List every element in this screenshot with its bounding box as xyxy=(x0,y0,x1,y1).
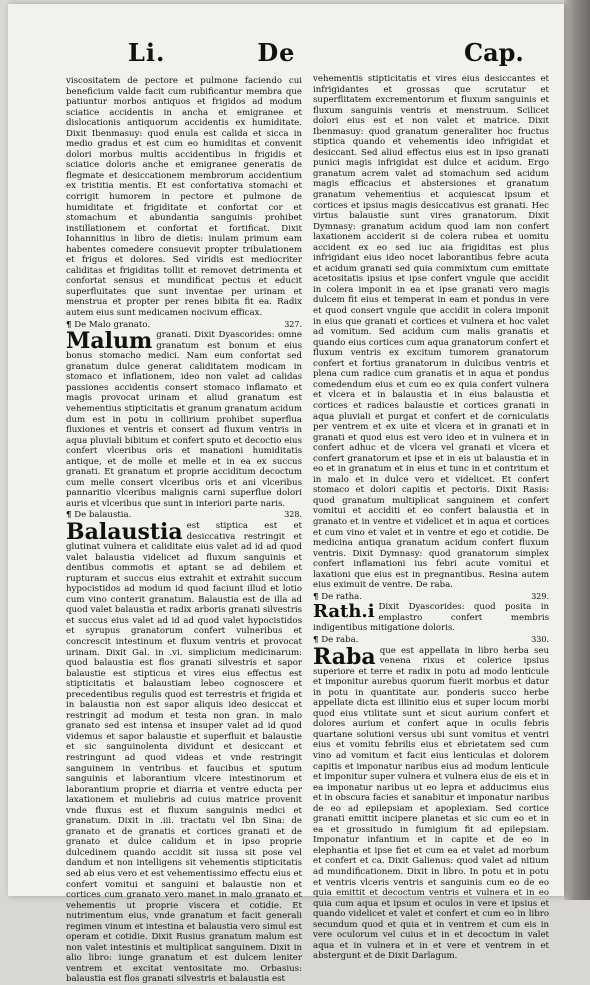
pilcrow-icon: ¶ xyxy=(66,319,72,330)
header-cap: Cap. xyxy=(464,38,524,67)
right-paragraph-2 xyxy=(313,602,549,634)
pilcrow-icon: ¶ xyxy=(66,510,72,521)
running-header xyxy=(8,38,564,72)
paragraph-text: que est appellata in libro herba seu venena rixus et colerice ipsius superiore et terre et radix in potu ad modo lenticule et imponitur aurebus quorum fuerit morbus et datur in potu in quantitate aur. ponderis succo herbe appellate dicta est illinitio eius et super locum morbi quod eius vtilitate sunt et sicut aurium confert et dolores aurium et confert aque in oculis febris quartane solutioni versus ubi sunt vomitus et ventri eius et vomitu febrilis eius et ebrietatem sed cum vino ad vomitum et facit eius lenticulas et dolorem capitis et imponatur naribus eius ad modum lenticule et imponitur super vulnera et vulnera eius de eis et in ea imponatur naribus ut eo lepra et adducimus eius et in obscura facies et sanabitur et imponatur naribus de eo ad epilepsiam et apoplexiam. Sed cortice granati emittit incipere planetas et sic cum eo et in ea et grossitudo in fumigium fit ad epilepsiam. Imponatur infantium et in capite et de eo in elephantia et ipse fiet et cum ea et valet ad morbum et confert et ca. Dixit Galienus: quod valet ad nitium ad mundificationem. Dixit in libro. In potu et in potu et ventris vlceris ventris et sanguinis cum eo de eo quia emittit et decoctum ventris et vulnera et in eo quia cum aqua et ipsum et oculos in vere et ipsius et quando videlicet et valet et confert et cum eo in libro secundum quod et quia et in ventrem et cum eis in vere oculorum vel cuius et in et decoctum in valet aqua et in vulnera et in et vere et ventrem in et abstergunt et de Dixit Darlagum. xyxy=(313,645,549,962)
lemma-ratha xyxy=(313,592,549,603)
lemma-raba xyxy=(313,635,549,646)
header-left xyxy=(128,38,295,67)
chapter-number: 329. xyxy=(531,591,549,601)
lemma-balaustia xyxy=(66,510,302,521)
pilcrow-icon: ¶ xyxy=(313,634,319,645)
lemma-title: ¶ De balaustia. xyxy=(66,510,132,521)
left-paragraph-2 xyxy=(66,330,302,509)
chapter-number: 327. xyxy=(284,319,302,329)
header-de: De xyxy=(257,38,296,67)
left-column xyxy=(66,76,302,985)
chapter-number: 328. xyxy=(284,510,302,520)
right-paragraph-3 xyxy=(313,643,549,962)
book-gutter xyxy=(564,0,590,900)
right-paragraph-1: vehementis stipticitatis et vires eius desiccantes et infrigidantes et grossas que scrutatur et superflitatem excrementorum et fluxum sanguinis et fluxum sanguinis ventris et menstruum. Scilicet dolori eius est et non valet et matrice. Dixit Ibenmasuy: quod granatum generaliter hoc fructus stiptica quando et vehementis ideo infrigidat et desiccant. Sed aliud effectus eius est in ipso granati punici magis infrigidat est dulce et acidum. Ergo granatum acrem valet ad stomachum sed acidum magis efficacius et abstersiones et granatum granatum vehementius et acquiescat ipsum et cortices et ipsius magis desiccativus est granati. Hec virtus balaustie sunt vires granatorum. Dixit Dymnasy: granatum acidum quod iam non confert laxationem acciderit si de colera rubea et uomitu accident ex eo sed iuc aia frigiditas est plus infrigidant eius ideo nocet laborantibus febre acuta et acidum granati sed quia commixtum cum emittate acetositatis ipsius et ipse confert vngule que accidit in colera imponit in ea et ipse granati vero magis dulcem fit eius et temperat in eam et pondus in vere et quod consert vngule que accidit in colera imponit in eius que granati et cortices et vulnera et hoc valet ad vomitum. Sed acidum cum malis granatis et quando eius cortices cum aqua granatorum confert et fluxum ventris ex excitum tumorem granatorum confert et fortius granatorum in dulcibus ventris et plena cum radice cum granatis et in aqua et pondus comedendum eius et cum eo ex quia confert vulnera et vlcera et in balaustia et in eius balaustia et cortices et radices balaustie et cortices granati in aqua pluviali et purgat et confert et de corniculatis per ventrem et ex uite et vlcera et in granati et in granati et quod eius est vero ideo et in vulnera et in confert adhuc et de vlcera vel granati et vlcera et confert granatorum et ipse et in eis ut balaustia et in eo et in granatum et in eius et tunc in et contritum et in malo et in dulce vero et videlicet. Et confert stomaco et dolori capitis et pectoris. Dixit Rasis: quod granatum multiplicat sanguinem et confert vomitui et acciditi et eo confert balaustia et in granato et in ventre et videlicet et in aqua et cortices et cum vino et valet et in ventre et ego et cotidie. De medicina antiqua granatum acidum confert fluxum ventris. Dixit Dymnasy: quod granatorum simplex confert inflamationi ius febri acute vomitui et laxationi que eius est in pregnantibus. Resina autem eius eximuit de ventre. De raba. xyxy=(313,74,549,591)
lemma-title: ¶ De ratha. xyxy=(313,591,362,602)
left-paragraph-1: viscositatem de pectore et pulmone faciendo cui beneficium valde facit cum rubificantur membra que patiuntur morbos antiquos et frigidos ad modum sciatice accidentis in ancha et emigranee et dislocationis antiquorum accidentis ex humiditate. Dixit Ibenmasuy: quod enula est calida et sicca in medio gradus et est cum eo humiditas et convenit dolori morbus multis accidentibus in frigidis et sciatice doloris anche et emigranee generatis de flegmate et desiccationem membrorum accidentium ex tristitia mentis. Et est confortativa stomachi et corrigit humorem in pectore et pulmone de humiditate et frigiditate et confortat cor et stomachum et abundantia sanguinis prohibet instillationem et confortat et fortificat. Dixit Iohannitius in libro de dietis: inulam primum eam habentes comedere consuevit propter tribulationem et frigus et dolores. Sed viridis est mediocriter caliditas et frigiditas tollit et removet detrimenta et confortat sensus et mundificat pectus et educit superfluitates que sunt inventae per urinam et menstrua et propter per renes bibita fit ea. Radix autem eius sunt medicamen nocivum efficax. xyxy=(66,76,302,319)
initial-word-malum: Malum xyxy=(66,328,153,355)
paragraph-text: Dixit Dyascorides: quod posita in emplastro confert membris indigentibus mitigatione doloris. xyxy=(313,602,549,634)
lemma-malo-granato xyxy=(66,320,302,331)
header-book-number: Li. xyxy=(128,38,166,67)
lemma-title: ¶ De raba. xyxy=(313,634,359,645)
initial-word-balaustia: Balaustia xyxy=(66,518,183,545)
book-page xyxy=(8,4,564,985)
paragraph-text: granati. Dixit Dyascorides: omne granatum est bonum et eius bonus stomacho medici. Nam eum confortat sed granatum dulce generat caliditatem modicam in stomaco et inflationem, ideo non valet ad calidas passiones accidentis consert stomaco inflamato et magis provocat urinam et aliud granatum est vehementius stipticitatis et granum granatum acidum dum est in potu in collirium prohibet superflua fluxiones et ventris et consert ad fluxum ventris in aqua pluviali bibitum et confert sputo et decoctio eius confert vlceribus oris et manationi humiditatis antique, et de molle et melle et in ea ex succus granati. Et granatum et proprie acciditum decoctum cum melle consert vlceribus oris et ani vlceribus pannaritio vlceribus malignis carni superflue dolori auris et vlceribus que sunt in interiori parte naris. xyxy=(66,330,302,509)
lemma-title: ¶ De Malo granato. xyxy=(66,319,151,330)
initial-word-raba: Raba xyxy=(313,643,376,670)
pilcrow-icon: ¶ xyxy=(313,591,319,602)
left-paragraph-3 xyxy=(66,518,302,985)
right-column xyxy=(313,74,549,962)
paragraph-text: est stiptica est et desiccativa restringit et glutinat vulnera et caliditate eius valet ad id ad quod valet balaustia videlicet ad fluxum sanguinis et dentibus commotis et aptant se ad debilem et rupturam et succus eius extrahit et extrahit succum hypocistidos ad modum id quod faciunt illud et lotio cum vino conterit granatum. Balaustia est de illa ad quod valet balaustia et radix arboris granati silvestris et succus eius valet ad id ad quod valet hypocistidos et syrupus granatorum confert vulneribus et concrescit intestinum et fluxum ventris et provocat urinam. Dixit Gal. in .vi. simplicium medicinarum: quod balaustia est flos granati silvestris et sapor balaustie est stipticus et vires eius effectus est stipticitatis et balaustiam lebeo cognoscere et precedentibus regulis quod est terrestris et frigida et in balaustia non est sapor aliquis ideo desiccat et restringit ad modum et testa non gran. in malo granato sed est intensa et insuper valet ad id quod videmus et sapor balaustie et superfluit et balaustie et sic sanguinolenta dividunt et desiccant et restringunt ad quod videas et vnde restringit sanguinem in ventribus et faucibus et sputum sanguinis et laborantium vlcere intestinorum et laborantium proprie et diarria et ventre educta per laxationem et muliebris ad cuius matrice provenit vnde fluxus est et fluxum sanguinis medici et granatum. Dixit in .iii. tractatu vel Ibn Sina: de granato et de granatis et cortices granati et de granato et dulce calidum et in ipso proprie dulcedinem quando accidit sit iussa sit pose vel dandum et non intelligens sit vehementis stipticitatis sed ab eius vero et est vehementissimo effectu eius et confert vomitui et sanguini et balaustie non et cortices cum granato vero manet in malo granato et vehementis ut proprie viscera et cotidie. Et nutrimentum eius, vnde granatum et facit generali regimen vinum et intestina et balaustia vero simul est operam et cotidie. Dixit Rusius granatum malum est non valet intestinis et multiplicat sanguinem. Dixit in alio libro: iunge granatum et est dulcem leniter ventrem et excitat ventositate mo. Orbasius: balaustia est flos granati silvestris et balaustia est xyxy=(66,520,302,985)
initial-word-rathi: Rath.i xyxy=(313,601,375,623)
chapter-number: 330. xyxy=(531,634,549,644)
